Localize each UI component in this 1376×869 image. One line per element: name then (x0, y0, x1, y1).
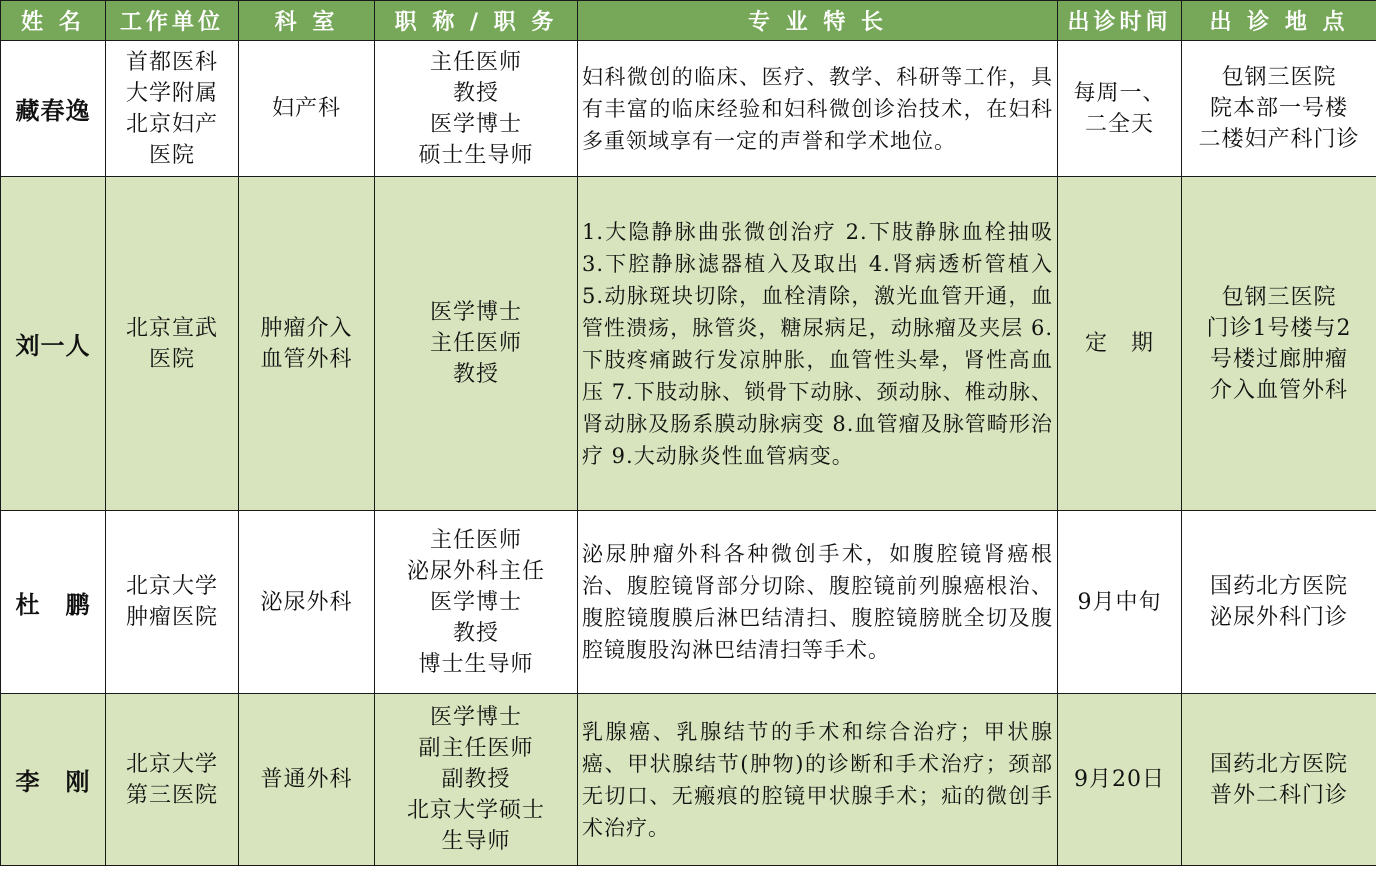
header-row (1, 1, 1376, 41)
clinic-time (1058, 41, 1182, 177)
clinic-time-line: 每周一、 (1073, 80, 1166, 106)
job-title (375, 41, 578, 177)
clinic-place-line: 院本部一号楼 (1209, 96, 1348, 121)
work-unit (106, 41, 239, 177)
work-unit-line: 北京大学 (125, 751, 218, 777)
clinic-time (1058, 694, 1182, 866)
clinic-time-line: 二全天 (1084, 111, 1154, 137)
job-title-line: 生导师 (441, 829, 511, 854)
clinic-place (1182, 41, 1376, 177)
clinic-place (1182, 511, 1376, 694)
work-unit-line: 北京妇产 (125, 111, 218, 137)
work-unit-line: 北京宣武 (125, 315, 218, 341)
clinic-place-line: 国药北方医院 (1209, 751, 1348, 777)
header-time: 出诊时间 (1058, 1, 1182, 41)
clinic-place-line: 介入血管外科 (1209, 377, 1348, 403)
doctor-name: 杜 鹏 (1, 511, 106, 694)
job-title-line: 主任医师 (429, 49, 522, 75)
job-title-line: 泌尿外科主任 (406, 558, 545, 584)
clinic-place-line: 包钢三医院 (1221, 65, 1337, 90)
clinic-time (1058, 511, 1182, 694)
header-title: 职 称 / 职 务 (375, 1, 578, 41)
job-title (375, 511, 578, 694)
job-title-line: 教授 (452, 80, 499, 106)
job-title (375, 694, 578, 866)
clinic-time-line: 定 期 (1084, 331, 1154, 356)
clinic-place-line: 普外二科门诊 (1209, 782, 1348, 808)
clinic-place-line: 号楼过廊肿瘤 (1209, 346, 1348, 372)
department (239, 177, 375, 511)
specialty-text: 妇科微创的临床、医疗、教学、科研等工作，具有丰富的临床经验和妇科微创诊治技术，在妇科多重领域享有一定的声誉和学术地位。 (578, 41, 1058, 177)
clinic-place-line: 泌尿外科门诊 (1209, 605, 1348, 630)
header-name: 姓 名 (1, 1, 106, 41)
job-title-line: 教授 (452, 620, 499, 646)
work-unit-line: 大学附属 (125, 80, 218, 106)
clinic-place (1182, 694, 1376, 866)
department (239, 511, 375, 694)
job-title-line: 医学博士 (429, 300, 522, 325)
department-line: 肿瘤介入 (260, 315, 353, 341)
work-unit (106, 694, 239, 866)
job-title-line: 教授 (452, 362, 499, 387)
header-place: 出 诊 地 点 (1182, 1, 1376, 41)
job-title (375, 177, 578, 511)
header-dept: 科 室 (239, 1, 375, 41)
work-unit-line: 首都医科 (125, 49, 218, 75)
clinic-place-line: 二楼妇产科门诊 (1198, 127, 1360, 152)
department (239, 694, 375, 866)
doctor-name: 李 刚 (1, 694, 106, 866)
specialty-text: 乳腺癌、乳腺结节的手术和综合治疗；甲状腺癌、甲状腺结节(肿物)的诊断和手术治疗；颈部无切口、无瘢痕的腔镜甲状腺手术；疝的微创手术治疗。 (578, 694, 1058, 866)
clinic-place (1182, 177, 1376, 511)
table-row (1, 511, 1376, 694)
job-title-line: 副教授 (441, 767, 511, 792)
work-unit-line: 医院 (148, 142, 195, 168)
job-title-line: 医学博士 (429, 705, 522, 730)
department-line: 普通外科 (260, 767, 353, 792)
clinic-place-line: 包钢三医院 (1221, 284, 1337, 310)
work-unit-line: 医院 (148, 346, 195, 372)
job-title-line: 硕士生导师 (418, 142, 534, 168)
job-title-line: 主任医师 (429, 527, 522, 553)
work-unit-line: 北京大学 (125, 574, 218, 599)
job-title-line: 医学博士 (429, 589, 522, 615)
work-unit (106, 177, 239, 511)
clinic-place-line: 国药北方医院 (1209, 574, 1348, 599)
clinic-time-line: 9月中旬 (1077, 589, 1162, 615)
department-line: 泌尿外科 (260, 589, 353, 615)
doctor-name: 藏春逸 (1, 41, 106, 177)
clinic-place-line: 门诊1号楼与2 (1206, 315, 1352, 341)
department-line: 血管外科 (260, 346, 353, 372)
clinic-time-line: 9月20日 (1074, 767, 1165, 792)
job-title-line: 医学博士 (429, 111, 522, 137)
work-unit-line: 第三医院 (125, 782, 218, 808)
clinic-time (1058, 177, 1182, 511)
doctor-name: 刘一人 (1, 177, 106, 511)
header-specialty: 专 业 特 长 (578, 1, 1058, 41)
job-title-line: 博士生导师 (418, 651, 534, 677)
job-title-line: 副主任医师 (418, 736, 534, 761)
header-unit: 工作单位 (106, 1, 239, 41)
specialty-text: 1.大隐静脉曲张微创治疗 2.下肢静脉血栓抽吸 3.下腔静脉滤器植入及取出 4.肾病透析管植入 5.动脉斑块切除，血栓清除，激光血管开通，血管性溃疡，脉管炎，糖尿病足，动脉瘤及夹层 6.下肢疼痛跛行发凉肿胀，血管性头晕，肾性高血压 7.下肢动脉、锁骨下动脉、颈动脉、椎动脉、肾动脉及肠系膜动脉病变 8.血管瘤及脉管畸形治疗 9.大动脉炎性血管病变。 (578, 177, 1058, 511)
table-row (1, 41, 1376, 177)
job-title-line: 北京大学硕士 (406, 798, 545, 823)
work-unit (106, 511, 239, 694)
table-row (1, 177, 1376, 511)
table-row (1, 694, 1376, 866)
job-title-line: 主任医师 (429, 331, 522, 356)
specialty-text: 泌尿肿瘤外科各种微创手术，如腹腔镜肾癌根治、腹腔镜肾部分切除、腹腔镜前列腺癌根治、腹腔镜腹膜后淋巴结清扫、腹腔镜膀胱全切及腹腔镜腹股沟淋巴结清扫等手术。 (578, 511, 1058, 694)
department-line: 妇产科 (271, 96, 341, 121)
work-unit-line: 肿瘤医院 (125, 605, 218, 630)
department (239, 41, 375, 177)
